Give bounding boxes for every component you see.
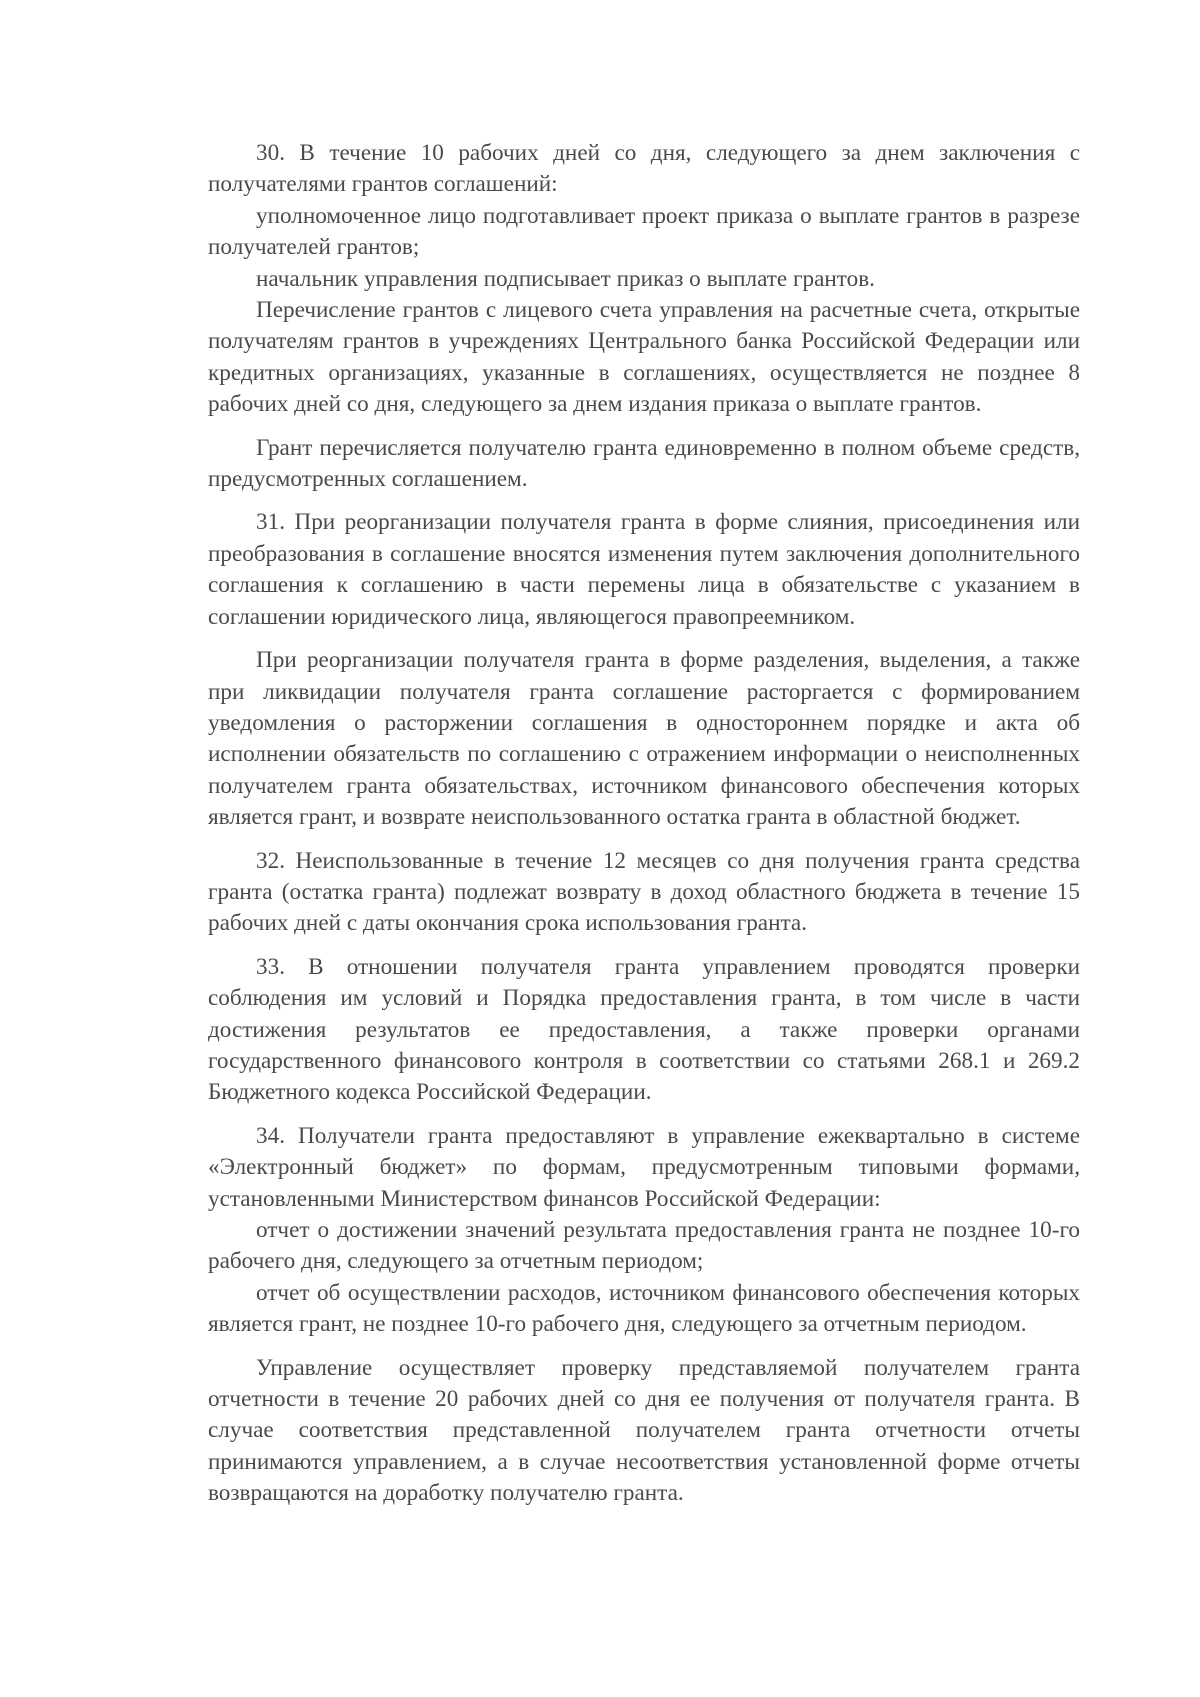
paragraph-30-item-2: начальник управления подписывает приказ о выплате грантов. [256,265,875,292]
paragraph-34-review: Управление осуществляет проверку представляемой получателем гранта отчетности в течение 20 рабочих дней со дня ее получения от получателя гранта. В случае соответствия представленной получателем гранта отчетности отчеты принимаются управлением, а в случае несоответствия установленной форме отчеты возвращаются на доработку получателю гранта. [208,1354,1080,1507]
paragraph-30-transfer: Перечисление грантов с лицевого счета управления на расчетные счета, открытые получателям грантов в учреждениях Центрального банка Российской Федерации или кредитных организациях, указанные в соглашениях, осуществляется не позднее 8 рабочих дней со дня, следующего за днем издания приказа о выплате грантов. [208,297,1080,418]
paragraph-32: 32. Неиспользованные в течение 12 месяцев со дня получения гранта средства гранта (остатка гранта) подлежат возврату в доход областного бюджета в течение 15 рабочих дней с даты окончания срока использования гранта. [208,847,1080,937]
paragraph-34: 34. Получатели гранта предоставляют в управление ежеквартально в системе «Электронный бюджет» по формам, предусмотренным типовыми формами, установленными Министерством финансов Российской Федерации: [208,1122,1080,1212]
document-body [208,138,1080,1510]
paragraph-30: 30. В течение 10 рабочих дней со дня, следующего за днем заключения с получателями грантов соглашений: [208,140,1080,198]
paragraph-31-termination: При реорганизации получателя гранта в форме разделения, выделения, а также при ликвидации получателя гранта соглашение расторгается с формированием уведомления о расторжении соглашения в одностороннем порядке и акта об исполнении обязательств по соглашению с отражением информации о неисполненных получателем гранта обязательствах, источником финансового обеспечения которых является грант, и возврате неиспользованного остатка гранта в областной бюджет. [208,647,1080,831]
paragraph-34-item-1: отчет о достижении значений результата предоставления гранта не позднее 10-го рабочего дня, следующего за отчетным периодом; [208,1217,1080,1275]
paragraph-30-lump-sum: Грант перечисляется получателю гранта единовременно в полном объеме средств, предусмотренных соглашением. [208,434,1080,493]
paragraph-34-item-2: отчет об осуществлении расходов, источником финансового обеспечения которых является грант, не позднее 10-го рабочего дня, следующего за отчетным периодом. [208,1279,1080,1338]
paragraph-31: 31. При реорганизации получателя гранта в форме слияния, присоединения или преобразования в соглашение вносятся изменения путем заключения дополнительного соглашения к соглашению в части перемены лица в обязательстве с указанием в соглашении юридического лица, являющегося правопреемником. [208,509,1080,630]
paragraph-30-item-1: уполномоченное лицо подготавливает проект приказа о выплате грантов в разрезе получателей грантов; [208,202,1080,261]
paragraph-33: 33. В отношении получателя гранта управлением проводятся проверки соблюдения им условий и Порядка предоставления гранта, в том числе в части достижения результатов ее предоставления, а также проверки органами государственного финансового контроля в соответствии со статьями 268.1 и 269.2 Бюджетного кодекса Российской Федерации. [208,953,1080,1106]
